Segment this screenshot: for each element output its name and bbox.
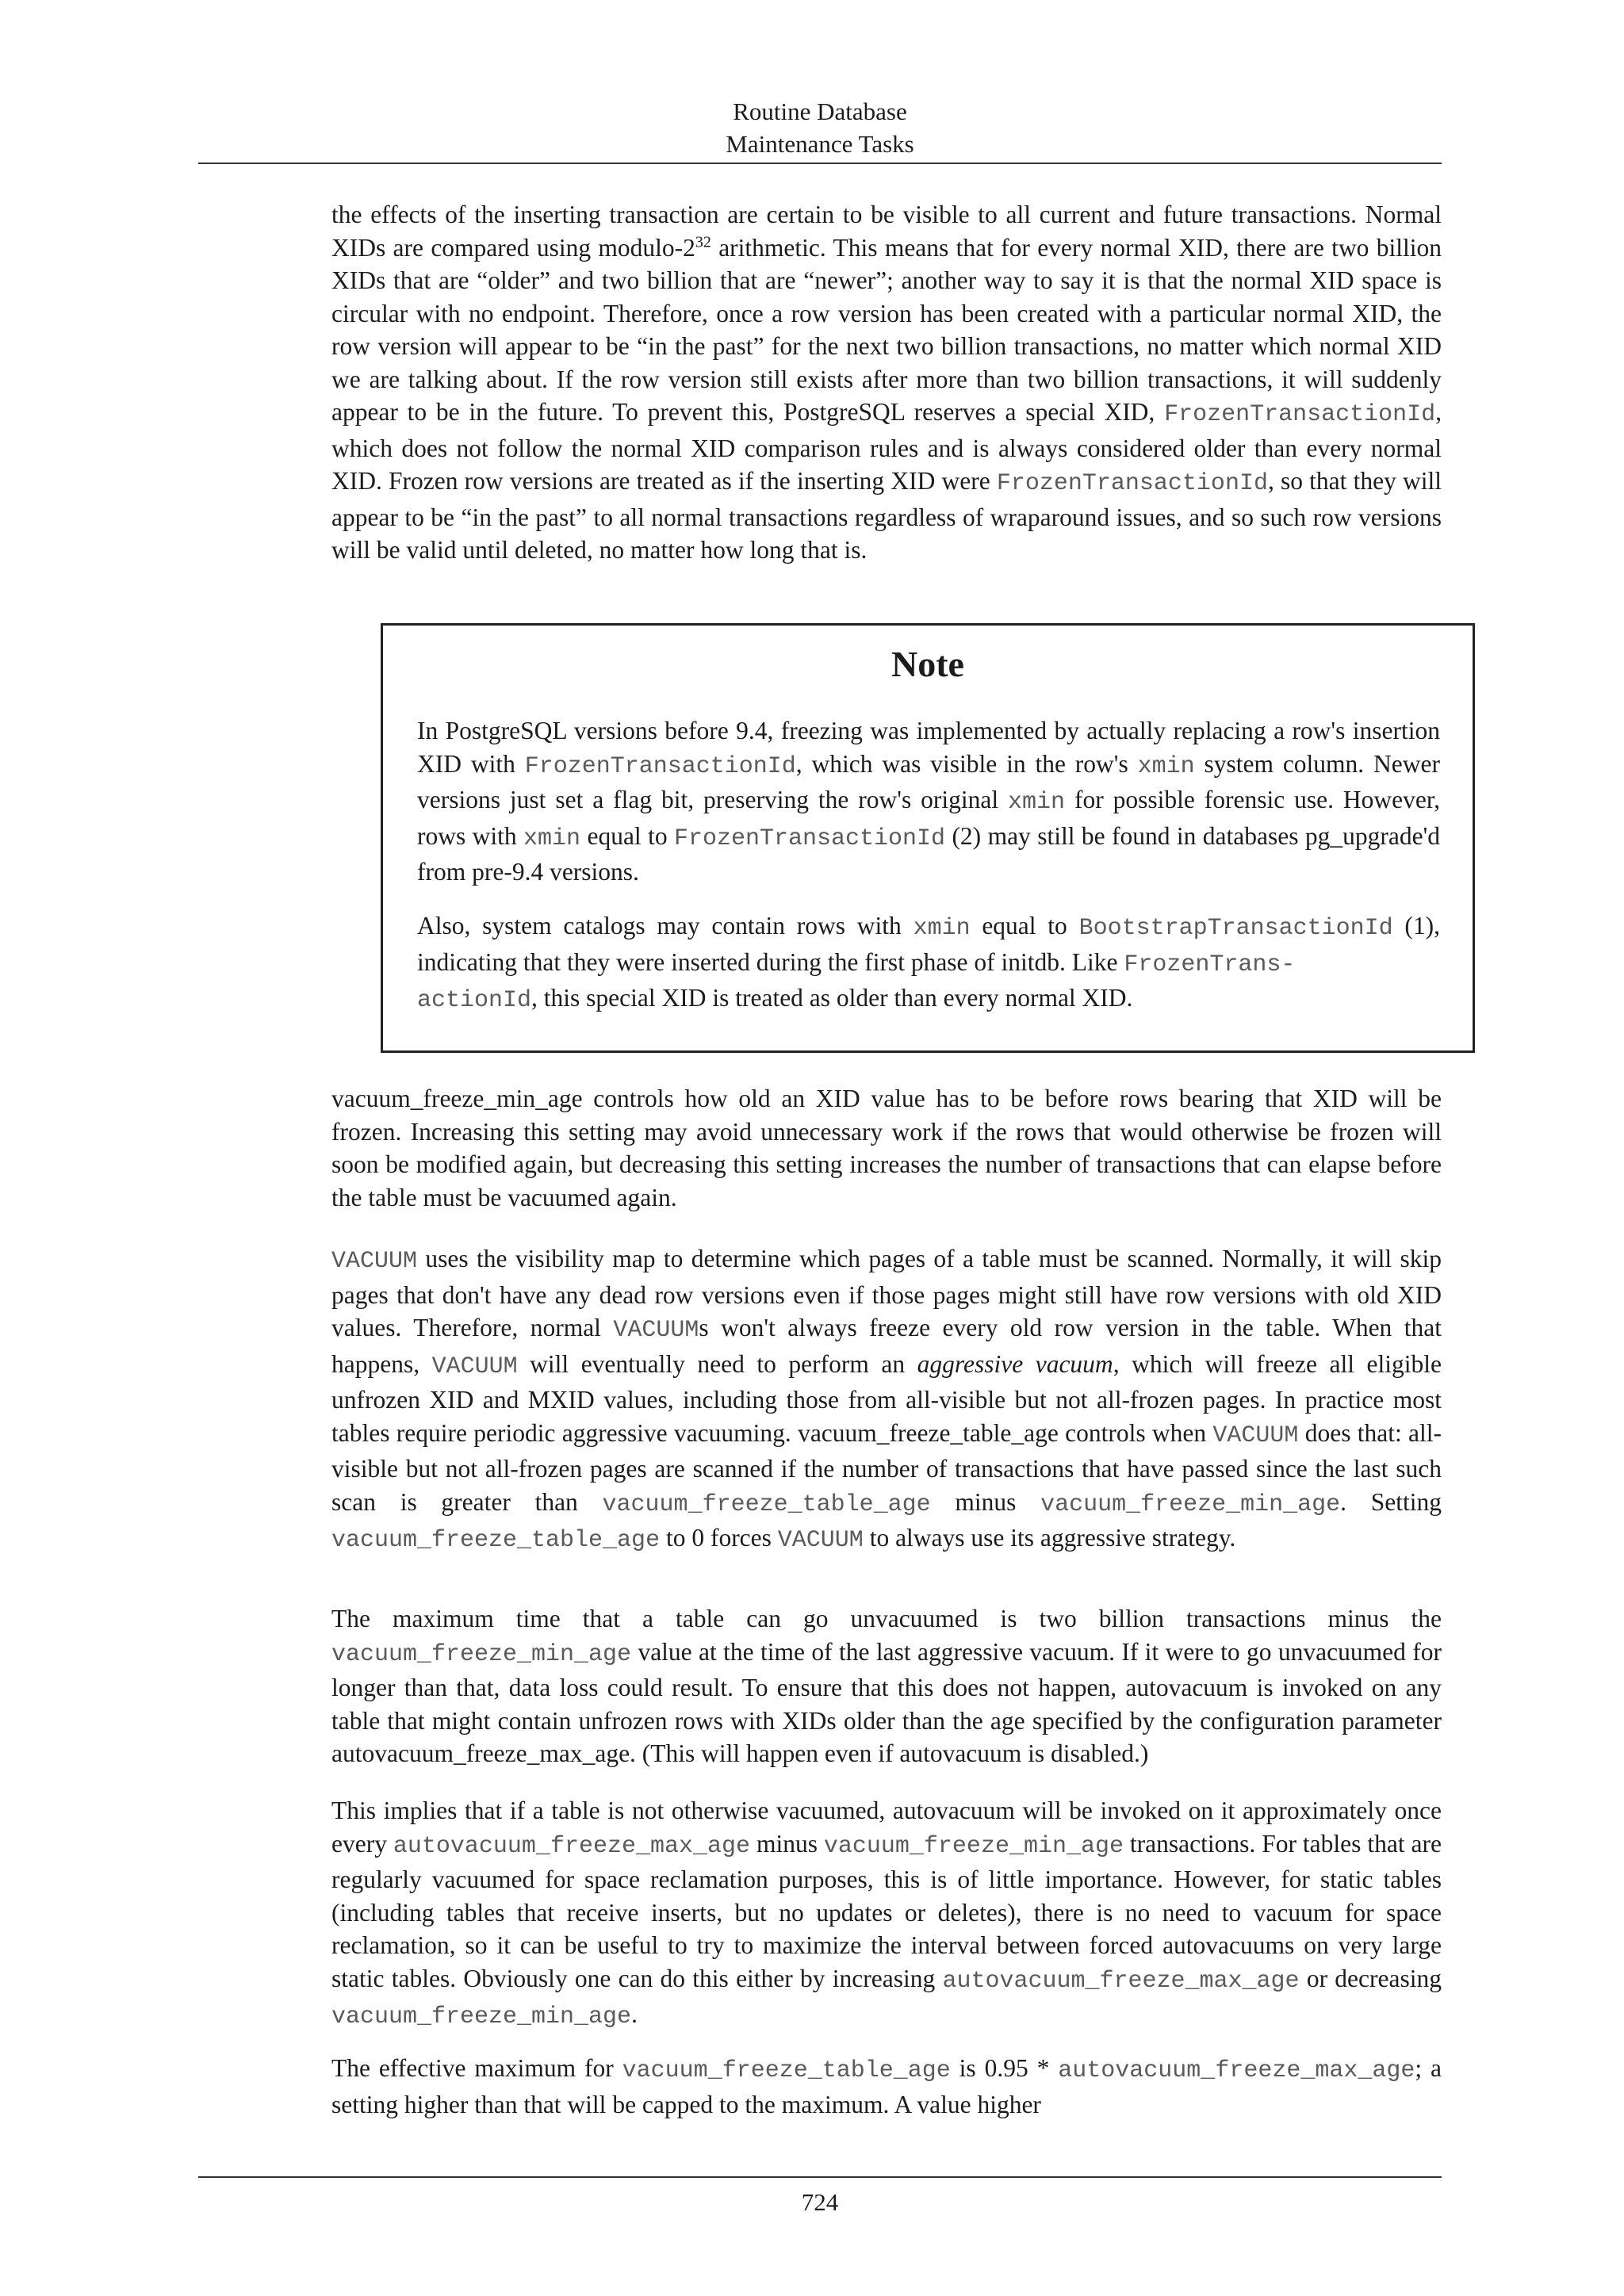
text-span: equal to	[970, 912, 1079, 939]
text-span: uses the visibility map to determine which pages of a table must be scanned. Normally, it will skip pages that don't have any dead row versions even if those pages might still have row versions with old XID values. Therefore, normal	[331, 1245, 1442, 1341]
header-rule	[198, 163, 1442, 164]
code-literal: vacuum_freeze_table_age	[331, 1527, 661, 1554]
code-literal: BootstrapTransactionId	[1078, 915, 1393, 942]
text-span: In PostgreSQL versions before 9.4, freezing was implemented by actually replacing a row's insertion XID with	[417, 717, 1440, 778]
text-span: s won't always freeze every old row version in the table. When that happens,	[331, 1314, 1442, 1378]
text-span: .	[631, 2000, 638, 2028]
text-span: value at the time of the last aggressive vacuum. If it were to go unvacuumed for longer than that, data loss could result. To ensure that this does not happen, autovacuum is invoked on any table that might contain unfrozen rows with XIDs older than the age specified by the configuration parameter autovacuum_freeze_max_age. (This will happen even if autovacuum is disabled.)	[331, 1637, 1442, 1767]
text-span: to always use its aggressive strategy.	[863, 1524, 1236, 1552]
code-literal: vacuum_freeze_table_age	[602, 1490, 931, 1518]
footer-rule	[198, 2176, 1442, 2178]
text-span: for possible forensic use. However, rows with	[417, 786, 1440, 850]
code-literal: FrozenTransactionId	[1164, 401, 1436, 428]
note-paragraph-2	[417, 909, 1440, 1018]
text-span: transactions. For tables that are regularly vacuumed for space reclamation purposes, this is of little importance. However, for static tables (including tables that receive inserts, but no updates or deletes), there is no need to vacuum for space reclamation, so it can be useful to try to maximize the interval between forced autovacuums on very large static tables. Obviously one can do this either by increasing	[331, 1829, 1442, 1992]
note-paragraph-1	[417, 714, 1440, 889]
header-line-1: Routine Database	[733, 98, 907, 125]
code-literal: actionId	[417, 987, 532, 1014]
text-span: is 0.95 *	[950, 2054, 1059, 2082]
text-span: minus	[749, 1829, 824, 1858]
paragraph-max-unvacuumed-time	[331, 1602, 1442, 1770]
code-literal: VACUUM	[613, 1317, 699, 1344]
text-span: (1), indicating that they were inserted during the first phase of initdb. Like	[417, 912, 1440, 976]
note-title: Note	[891, 644, 964, 684]
code-literal: vacuum_freeze_min_age	[1040, 1490, 1341, 1518]
code-literal: vacuum_freeze_min_age	[331, 1640, 632, 1668]
code-literal: FrozenTransactionId	[524, 752, 796, 780]
text-span: vacuum_freeze_min_age controls how old an XID value has to be before rows bearing that XID will be frozen. Increasing this setting may avoid unnecessary work if the rows that would otherwise be frozen will soon be modified again, but decreasing this setting increases the number of transactions that can elapse before the table must be vacuumed again.	[331, 1085, 1442, 1211]
text-span: will eventually need to perform an	[517, 1349, 917, 1378]
text-span: , which will freeze all eligible unfrozen XID and MXID values, including those from all-visible but not all-frozen pages. In practice most tables require periodic aggressive vacuuming. vacuum_freeze_table_age controls when	[331, 1349, 1442, 1447]
code-literal: VACUUM	[777, 1527, 864, 1554]
code-literal: VACUUM	[1212, 1422, 1299, 1449]
code-literal: xmin	[523, 825, 581, 852]
text-span: or decreasing	[1299, 1964, 1442, 1992]
text-span: , which does not follow the normal XID comparison rules and is always considered older than every normal XID. Frozen row versions are treated as if the inserting XID were	[331, 398, 1442, 495]
text-span: the effects of the inserting transaction are certain to be visible to all current and future transactions. Normal XIDs are compared using modulo-2	[331, 201, 1442, 262]
code-literal: FrozenTransactionId	[996, 470, 1268, 497]
code-literal: VACUUM	[431, 1353, 518, 1380]
code-literal: vacuum_freeze_min_age	[823, 1832, 1124, 1860]
text-span: The maximum time that a table can go unvacuumed is two billion transactions minus the	[331, 1605, 1442, 1632]
code-literal: xmin	[1137, 752, 1195, 780]
code-literal: vacuum_freeze_min_age	[331, 2003, 632, 2030]
superscript: 32	[695, 233, 711, 251]
code-literal: FrozenTransactionId	[673, 825, 946, 852]
text-span: minus	[930, 1487, 1041, 1516]
text-span: The effective maximum for	[331, 2054, 622, 2082]
emphasis-term: aggressive vacuum	[917, 1349, 1113, 1378]
text-span: , so that they will appear to be “in the past” to all normal transactions regardless of wraparound issues, and so such row versions will be valid until deleted, no matter how long that is.	[331, 467, 1442, 564]
code-literal: FrozenTrans-	[1124, 951, 1296, 978]
page-number: 724	[801, 2188, 839, 2216]
text-span: arithmetic. This means that for every normal XID, there are two billion XIDs that are “older” and two billion that are “newer”; another way to say it is that the normal XID space is circular with no endpoint. Therefore, once a row version has been created with a particular normal XID, the row version will appear to be “in the past” for the next two billion transactions, no matter which normal XID we are talking about. If the row version still exists after more than two billion transactions, it will suddenly appear to be in the future. To prevent this, PostgreSQL reserves a special XID,	[331, 233, 1442, 426]
code-literal: autovacuum_freeze_max_age	[942, 1967, 1300, 1995]
header-line-2: Maintenance Tasks	[726, 130, 914, 158]
text-span: (2) may still be found in databases pg_upgrade'd from pre-9.4 versions.	[417, 821, 1441, 886]
text-span: Also, system catalogs may contain rows with	[417, 912, 914, 939]
text-span: to 0 forces	[660, 1524, 778, 1552]
paragraph-visibility-map	[331, 1242, 1442, 1558]
code-literal: VACUUM	[331, 1248, 418, 1275]
paragraph-freeze-min-age	[331, 1082, 1442, 1214]
text-span: ; a setting higher than that will be capped to the maximum. A value higher	[331, 2054, 1442, 2118]
text-span: . Setting	[1340, 1487, 1442, 1516]
paragraph-autovacuum-interval	[331, 1794, 1442, 2034]
text-span: This implies that if a table is not otherwise vacuumed, autovacuum will be invoked on it approximately once every	[331, 1797, 1442, 1858]
code-literal: autovacuum_freeze_max_age	[393, 1832, 750, 1860]
text-span: does that: all-visible but not all-frozen pages are scanned if the number of transactions that have passed since the last such scan is greater than	[331, 1418, 1442, 1516]
code-literal: autovacuum_freeze_max_age	[1058, 2057, 1415, 2084]
code-literal: xmin	[913, 915, 971, 942]
text-span: , which was visible in the row's	[795, 749, 1138, 778]
paragraph-xid-comparison	[331, 198, 1442, 567]
text-span: , this special XID is treated as older than every normal XID.	[531, 984, 1133, 1012]
running-header	[198, 95, 1442, 160]
text-span: system column. Newer versions just set a flag bit, preserving the row's original	[417, 749, 1440, 813]
paragraph-effective-maximum	[331, 2052, 1442, 2121]
note-box	[381, 623, 1475, 1053]
code-literal: xmin	[1008, 789, 1066, 816]
code-literal: vacuum_freeze_table_age	[622, 2057, 951, 2084]
text-span: equal to	[580, 821, 674, 850]
